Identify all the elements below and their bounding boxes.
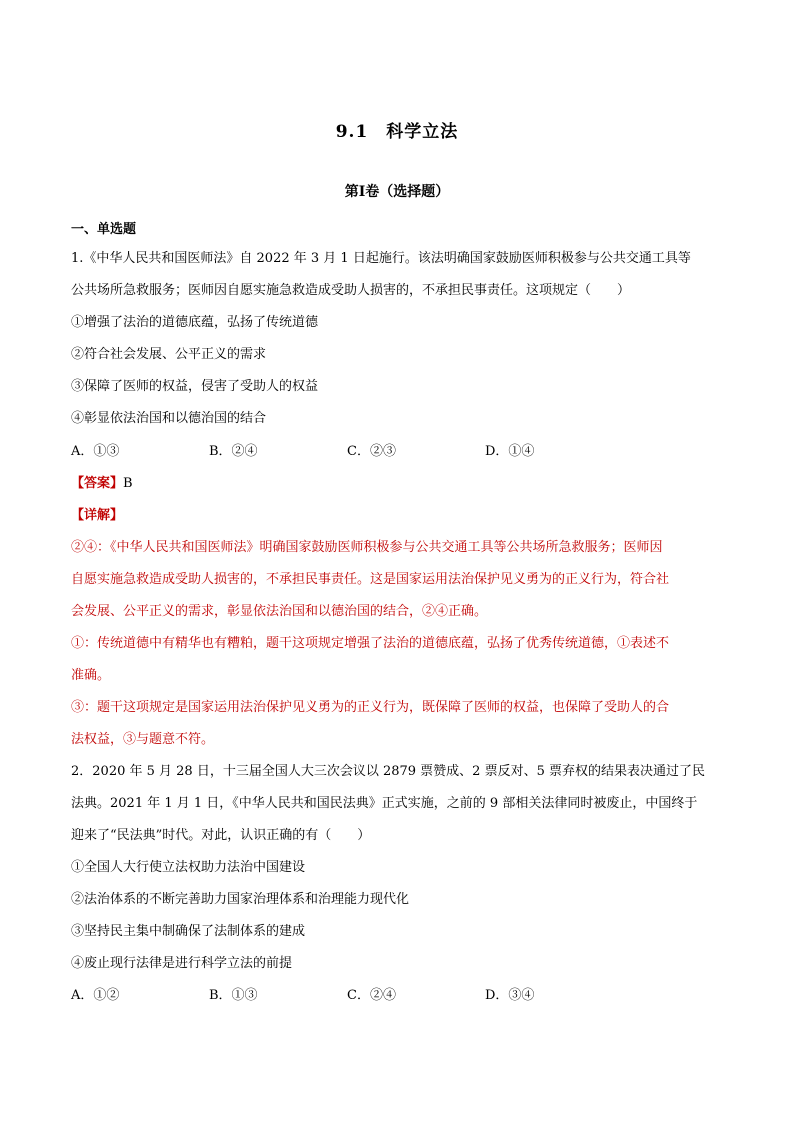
q1-detail-line: 法权益，③与题意不符。 bbox=[71, 732, 215, 747]
q2-option-a: A．①② bbox=[71, 988, 120, 1003]
q1-answer bbox=[71, 472, 731, 491]
answer-value: B bbox=[123, 476, 133, 491]
answer-tag: 【答案】 bbox=[71, 476, 124, 491]
detail-tag: 【详解】 bbox=[71, 508, 124, 523]
q2-statement: ③坚持民主集中制确保了法制体系的建成 bbox=[71, 924, 306, 939]
q1-detail-line: ②④：《中华人民共和国医师法》明确国家鼓励医师积极参与公共交通工具等公共场所急救服务；医师因 bbox=[71, 540, 663, 555]
q2-statement: ①全国人大行使立法权助力法治中国建设 bbox=[71, 860, 306, 875]
q2-option-c: C．②④ bbox=[347, 988, 396, 1003]
document-subtitle: 第I卷（选择题） bbox=[344, 184, 450, 200]
q2-stem-line: 2．2020 年 5 月 28 日，十三届全国人大三次会议以 2879 票赞成、2 票反对、5 票弃权的结果表决通过了民 bbox=[71, 764, 705, 779]
q1-option-c: C．②③ bbox=[347, 444, 396, 459]
q1-stem-line: 1.《中华人民共和国医师法》自 2022 年 3 月 1 日起施行。该法明确国家鼓励医师积极参与公共交通工具等 bbox=[71, 251, 691, 266]
q1-statement: ①增强了法治的道德底蕴，弘扬了传统道德 bbox=[71, 315, 319, 330]
q1-detail-line: ①：传统道德中有精华也有糟粕，题干这项规定增强了法治的道德底蕴，弘扬了优秀传统道德，①表述不 bbox=[71, 636, 670, 651]
q1-detail-line: 自愿实施急救造成受助人损害的，不承担民事责任。这是国家运用法治保护见义勇为的正义行为，符合社 bbox=[71, 572, 670, 587]
q1-stem-line: 公共场所急救服务；医师因自愿实施急救造成受助人损害的，不承担民事责任。这项规定（ ） bbox=[71, 283, 631, 298]
q1-option-d: D．①④ bbox=[485, 444, 535, 459]
q1-detail-line: 会发展、公平正义的需求，彰显依法治国和以德治国的结合，②④正确。 bbox=[71, 604, 488, 619]
q2-stem-line: 迎来了“民法典”时代。对此，认识正确的有（ ） bbox=[71, 828, 371, 843]
q1-option-a: A．①③ bbox=[71, 444, 120, 459]
q2-option-b: B．①③ bbox=[209, 988, 258, 1003]
q1-detail-heading bbox=[71, 504, 731, 523]
q2-statement: ④废止现行法律是进行科学立法的前提 bbox=[71, 956, 293, 971]
q1-statement: ②符合社会发展、公平正义的需求 bbox=[71, 347, 267, 362]
q2-option-d: D．③④ bbox=[485, 988, 535, 1003]
section-heading: 一、单选题 bbox=[71, 222, 137, 237]
q1-option-b: B．②④ bbox=[209, 444, 258, 459]
q2-stem-line: 法典。2021 年 1 月 1 日，《中华人民共和国民法典》正式实施，之前的 9 部相关法律同时被废止，中国终于 bbox=[71, 796, 698, 811]
document-title: 9.1 科学立法 bbox=[335, 122, 459, 142]
q1-detail-line: ③：题干这项规定是国家运用法治保护见义勇为的正义行为，既保障了医师的权益，也保障了受助人的合 bbox=[71, 700, 670, 715]
q1-detail-line: 准确。 bbox=[71, 668, 111, 683]
q1-statement: ④彰显依法治国和以德治国的结合 bbox=[71, 411, 267, 426]
q1-statement: ③保障了医师的权益，侵害了受助人的权益 bbox=[71, 379, 319, 394]
q2-statement: ②法治体系的不断完善助力国家治理体系和治理能力现代化 bbox=[71, 892, 410, 907]
